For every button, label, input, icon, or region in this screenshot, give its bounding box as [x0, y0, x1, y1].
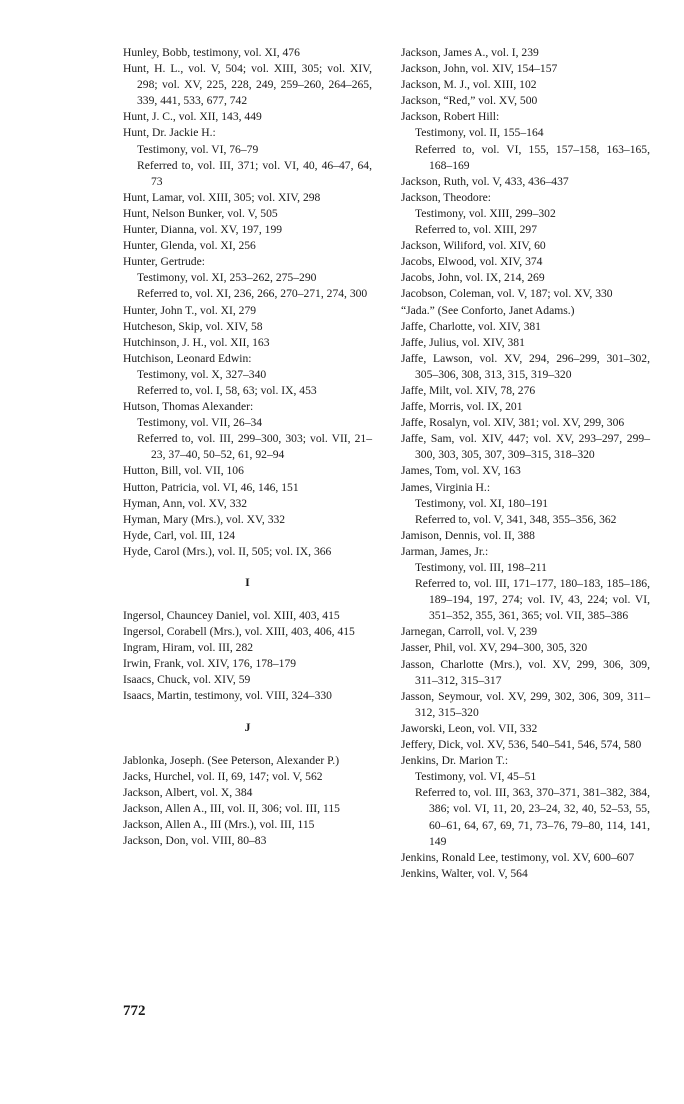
index-entry: Jenkins, Walter, vol. V, 564 [401, 866, 528, 880]
index-entry: Jacobs, Elwood, vol. XIV, 374 [401, 255, 543, 269]
index-subentry: Testimony, vol. X, 327–340 [137, 367, 267, 381]
index-entry: Jackson, “Red,” vol. XV, 500 [401, 94, 538, 108]
index-entry: Jackson, Allen A., III (Mrs.), vol. III, 115 [123, 817, 315, 831]
index-entry: Jackson, Robert Hill: [401, 110, 500, 124]
index-entry: Jasson, Charlotte (Mrs.), vol. XV, 299, 306, 309, 311–312, 315–317 [401, 657, 650, 687]
index-entry: Jarman, James, Jr.: [401, 544, 489, 558]
index-entry: Hyde, Carl, vol. III, 124 [123, 528, 236, 542]
index-entry: Jacobs, John, vol. IX, 214, 269 [401, 271, 545, 285]
index-column-left [123, 45, 372, 849]
index-subentry: Testimony, vol. XI, 253–262, 275–290 [137, 271, 317, 285]
index-entry: Hutchison, Leonard Edwin: [123, 351, 252, 365]
index-entry: Jeffery, Dick, vol. XV, 536, 540–541, 546, 574, 580 [401, 738, 642, 752]
index-entry: Ingersol, Corabell (Mrs.), vol. XIII, 403, 406, 415 [123, 625, 355, 639]
section-letter: I [245, 575, 250, 589]
index-subentry: Testimony, vol. VI, 45–51 [415, 770, 537, 784]
page-number: 772 [123, 1003, 146, 1019]
index-entry: Hunt, Lamar, vol. XIII, 305; vol. XIV, 298 [123, 190, 321, 204]
index-subentry: Testimony, vol. VII, 26–34 [137, 416, 263, 430]
index-entry: Jackson, Albert, vol. X, 384 [123, 785, 253, 799]
index-entry: Hutton, Bill, vol. VII, 106 [123, 464, 244, 478]
index-entry: Hunt, J. C., vol. XII, 143, 449 [123, 110, 262, 124]
index-entry: James, Virginia H.: [401, 480, 491, 494]
index-entry: Jacobson, Coleman, vol. V, 187; vol. XV, 330 [401, 287, 613, 301]
index-entry: Hunley, Bobb, testimony, vol. XI, 476 [123, 46, 300, 59]
index-subentry: Referred to, vol. III, 363, 370–371, 381–382, 384, 386; vol. VI, 11, 20, 23–24, 32, 40, 52–53, 55, 60–61, 64, 67, 69, 71, 73–76, 79–80, 114, 141, 149 [415, 786, 650, 848]
index-entry: Hutson, Thomas Alexander: [123, 400, 254, 414]
index-entry: Jaffe, Rosalyn, vol. XIV, 381; vol. XV, 299, 306 [401, 416, 625, 430]
index-entry: Hunt, Nelson Bunker, vol. V, 505 [123, 206, 278, 220]
index-entry: Isaacs, Chuck, vol. XIV, 59 [123, 673, 251, 687]
index-entry: Jasser, Phil, vol. XV, 294–300, 305, 320 [401, 641, 588, 655]
index-entry: Jamison, Dennis, vol. II, 388 [401, 528, 535, 542]
index-entry: Jaworski, Leon, vol. VII, 332 [401, 721, 538, 735]
index-subentry: Testimony, vol. III, 198–211 [415, 561, 547, 574]
index-entry: Hunter, John T., vol. XI, 279 [123, 303, 257, 317]
index-entry: Jackson, Allen A., III, vol. II, 306; vol. III, 115 [123, 801, 340, 815]
index-entry: Jackson, James A., vol. I, 239 [401, 46, 539, 59]
index-subentry: Referred to, vol. I, 58, 63; vol. IX, 453 [137, 383, 317, 397]
index-entry: Hutchinson, J. H., vol. XII, 163 [123, 335, 270, 349]
index-entry: Hyman, Mary (Mrs.), vol. XV, 332 [123, 512, 286, 526]
index-subentry: Referred to, vol. VI, 155, 157–158, 163–165, 168–169 [415, 142, 650, 172]
index-entry: Hunter, Gertrude: [123, 255, 205, 269]
index-entry: Jaffe, Charlotte, vol. XIV, 381 [401, 319, 541, 333]
index-entry: Jasson, Seymour, vol. XV, 299, 302, 306, 309, 311–312, 315–320 [401, 689, 650, 719]
index-entry: Hunt, Dr. Jackie H.: [123, 126, 216, 140]
index-entry: Hutton, Patricia, vol. VI, 46, 146, 151 [123, 480, 299, 494]
index-entry: Hutcheson, Skip, vol. XIV, 58 [123, 319, 263, 333]
index-entry: Irwin, Frank, vol. XIV, 176, 178–179 [123, 657, 297, 671]
index-entry: Hunter, Dianna, vol. XV, 197, 199 [123, 223, 283, 237]
index-entry: Jaffe, Milt, vol. XIV, 78, 276 [401, 383, 536, 397]
index-entry: Isaacs, Martin, testimony, vol. VIII, 324–330 [123, 689, 332, 703]
index-entry: Hunter, Glenda, vol. XI, 256 [123, 239, 256, 253]
index-entry: Jenkins, Dr. Marion T.: [401, 754, 509, 768]
index-entry: Hunt, H. L., vol. V, 504; vol. XIII, 305; vol. XIV, 298; vol. XV, 225, 228, 249, 259–260, 264–265, 339, 441, 533, 677, 742 [123, 62, 372, 108]
index-entry: Jaffe, Sam, vol. XIV, 447; vol. XV, 293–297, 299–300, 303, 305, 307, 309–315, 318–320 [401, 432, 650, 462]
index-subentry: Testimony, vol. XIII, 299–302 [415, 206, 556, 220]
index-entry: Jablonka, Joseph. (See Peterson, Alexander P.) [123, 753, 340, 767]
index-entry: Jackson, Don, vol. VIII, 80–83 [123, 834, 267, 848]
index-entry: Ingersol, Chauncey Daniel, vol. XIII, 403, 415 [123, 609, 340, 622]
index-entry: Jackson, M. J., vol. XIII, 102 [401, 78, 537, 92]
section-letter: J [244, 719, 251, 734]
index-subentry: Referred to, vol. XI, 236, 266, 270–271, 274, 300 [137, 287, 368, 301]
index-entry: Jackson, John, vol. XIV, 154–157 [401, 62, 558, 76]
index-subentry: Referred to, vol. III, 371; vol. VI, 40, 46–47, 64, 73 [137, 158, 372, 188]
index-subentry: Referred to, vol. III, 171–177, 180–183, 185–186, 189–194, 197, 274; vol. IV, 43, 224; vol. VI, 351–352, 355, 361, 365; vol. VII, 385–386 [415, 577, 650, 623]
index-subentry: Testimony, vol. VI, 76–79 [137, 142, 259, 156]
index-entry: James, Tom, vol. XV, 163 [401, 464, 521, 478]
index-subentry: Referred to, vol. XIII, 297 [415, 223, 538, 237]
index-subentry: Testimony, vol. XI, 180–191 [415, 496, 549, 510]
index-entry: Jaffe, Julius, vol. XIV, 381 [401, 335, 525, 349]
index-entry: Jarnegan, Carroll, vol. V, 239 [401, 625, 538, 639]
index-entry: Jackson, Ruth, vol. V, 433, 436–437 [401, 174, 569, 188]
index-entry: Jackson, Wiliford, vol. XIV, 60 [401, 239, 546, 253]
index-subentry: Referred to, vol. III, 299–300, 303; vol. VII, 21–23, 37–40, 50–52, 61, 92–94 [137, 432, 372, 462]
index-subentry: Testimony, vol. II, 155–164 [415, 126, 544, 140]
index-entry: Jackson, Theodore: [401, 190, 491, 204]
index-subentry: Referred to, vol. V, 341, 348, 355–356, 362 [415, 512, 617, 526]
index-entry: Jaffe, Lawson, vol. XV, 294, 296–299, 301–302, 305–306, 308, 313, 315, 319–320 [401, 351, 650, 381]
index-entry: Ingram, Hiram, vol. III, 282 [123, 641, 254, 655]
index-entry: Jaffe, Morris, vol. IX, 201 [401, 400, 523, 414]
index-entry: Hyman, Ann, vol. XV, 332 [123, 496, 248, 510]
index-entry: Jenkins, Ronald Lee, testimony, vol. XV, 600–607 [401, 850, 635, 864]
index-entry: “Jada.” (See Conforto, Janet Adams.) [401, 303, 575, 317]
index-entry: Jacks, Hurchel, vol. II, 69, 147; vol. V, 562 [123, 769, 323, 783]
index-column-right [401, 45, 650, 882]
index-entry: Hyde, Carol (Mrs.), vol. II, 505; vol. IX, 366 [123, 544, 332, 558]
